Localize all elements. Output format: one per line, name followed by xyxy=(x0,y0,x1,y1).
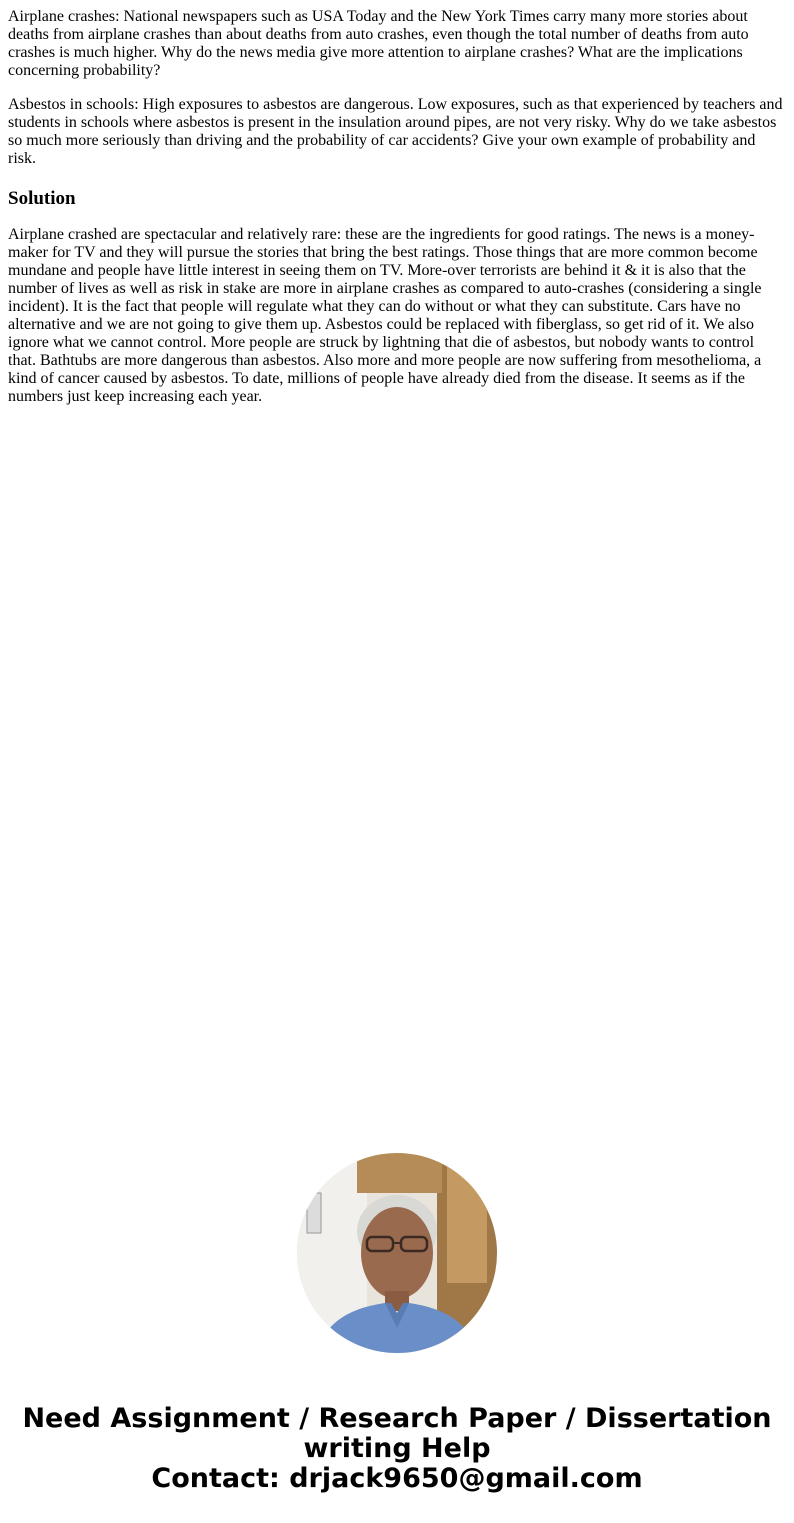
question-airplane-crashes: Airplane crashes: National newspapers such as USA Today and the New York Times carry many more stories about deaths from airplane crashes than about deaths from auto crashes, even though the total number of deaths from auto crashes is much higher. Why do the news media give more attention to airplane crashes? What are the implications concerning probability? xyxy=(8,8,749,79)
author-avatar xyxy=(297,1153,497,1353)
document-content xyxy=(8,8,786,422)
question-asbestos-in-schools: Asbestos in schools: High exposures to asbestos are dangerous. Low exposures, such as that experienced by teachers and students in schools where asbestos is present in the insulation around pipes, are not very risky. Why do we take asbestos so much more seriously than driving and the probability of car accidents? Give your own example of probability and risk. xyxy=(8,96,783,167)
promo-contact-line: Contact: drjack9650@gmail.com xyxy=(151,1463,643,1494)
solution-body: Airplane crashed are spectacular and relatively rare: these are the ingredients for good ratings. The news is a money-maker for TV and they will pursue the stories that bring the best ratings. Those things that are more common become mundane and people have little interest in seeing them on TV. More-over terrorists are behind it & it is also that the number of lives as well as risk in stake are more in airplane crashes as compared to auto-crashes (considering a single incident). It is the fact that people will regulate what they can do without or what they can substitute. Cars have no alternative and we are not going to give them up. Asbestos could be replaced with fiberglass, so get rid of it. We also ignore what we cannot control. More people are struck by lightning that die of asbestos, but nobody wants to control that. Bathtubs are more dangerous than asbestos. Also more and more people are now suffering from mesothelioma, a kind of cancer caused by asbestos. To date, millions of people have already died from the disease. It seems as if the numbers just keep increasing each year. xyxy=(8,226,762,405)
promo-line-2: writing Help xyxy=(303,1433,491,1464)
contact-banner xyxy=(0,1404,794,1494)
promo-line-1: Need Assignment / Research Paper / Dissertation xyxy=(22,1403,772,1434)
solution-heading: Solution xyxy=(8,188,76,209)
